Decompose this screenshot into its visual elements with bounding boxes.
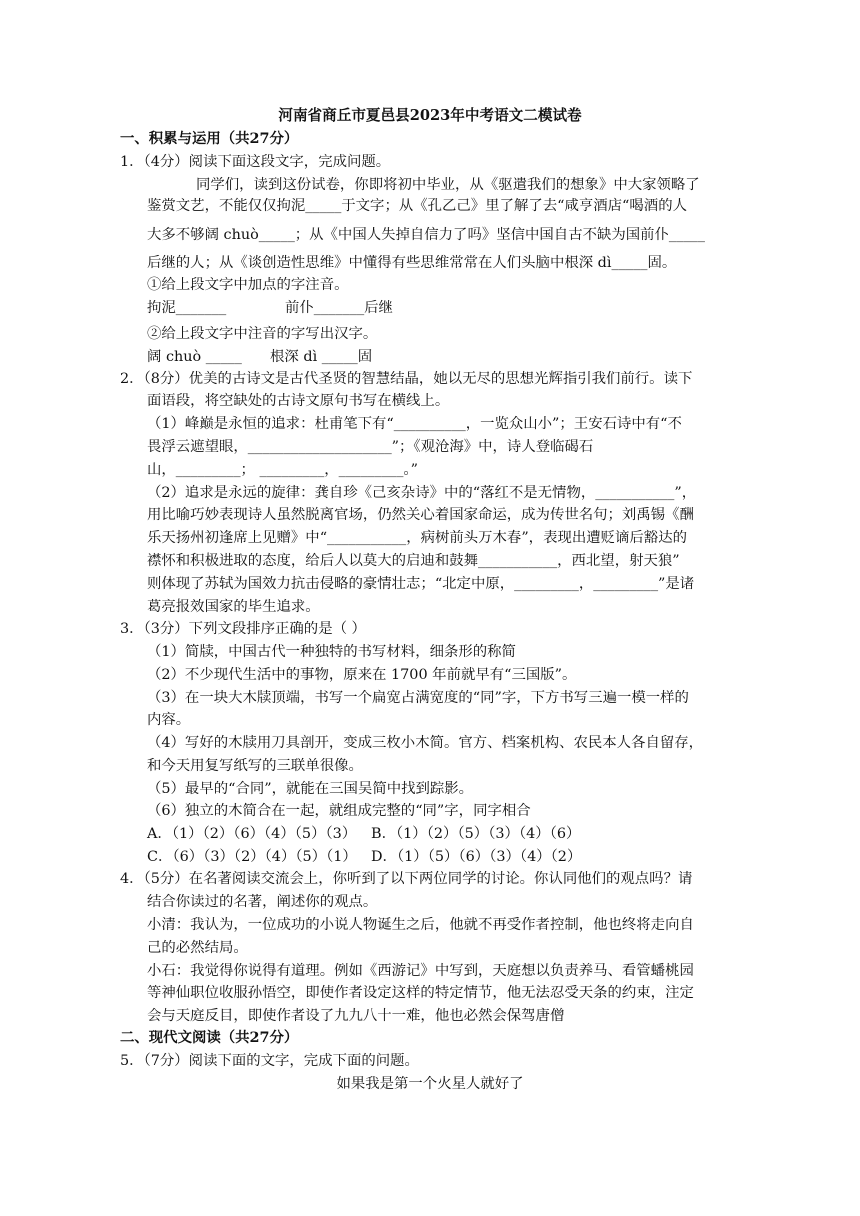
question-3-option-a: A．（1）（2）（6）（4）（5）（3） [147,826,357,842]
question-1-passage-line: 同学们，读到这份试卷，你即将初中毕业，从《驱遣我们的想象》中大家领略了 [196,177,700,193]
question-3-option-b: B．（1）（2）（5）（3）（4）（6） [371,826,581,842]
question-2-line: （2）追求是永远的旋律：龚自珍《己亥杂诗》中的“落红不是无情物，___________”， [147,485,697,501]
question-1-passage-line: 后继的人；从《谈创造性思维》中懂得有些思维常常在人们头脑中根深 dì_____固。 [147,255,677,271]
question-3-sentence: （3）在一块大木牍顶端，书写一个扁宽占满宽度的“同”字，下方书写三遍一模一样的 [147,690,689,706]
section-heading-1: 一、积累与运用（共27分） [120,130,299,147]
question-3-sentence: 内容。 [147,712,191,728]
question-5-stem: 5．（7分）阅读下面的文字，完成下面的问题。 [120,1053,419,1069]
question-3-sentence: （2）不少现代生活中的事物，原来在 1700 年前就早有“三国版”。 [147,667,577,683]
question-2-line: 葛亮报效国家的毕生追求。 [147,599,320,615]
section-heading-2: 二、现代文阅读（共27分） [120,1029,299,1046]
question-1-passage-line: 鉴赏文艺，不能仅仅拘泥_____于文字；从《孔乙己》里了解了去“咸亨酒店“喝酒的人 [147,198,687,214]
question-2-line: 乐天扬州初逢席上见赠》中“___________，病树前头万木春”，表现出遭贬谪后豁达的 [147,530,687,546]
question-3-sentence: 和今天用复写纸写的三联单很像。 [147,758,363,774]
question-4-line: 小石：我觉得你说得有道理。例如《西游记》中写到，天庭想以负责养马、看管蟠桃园 [147,963,694,979]
question-1-blank-chuo: 阔 chuò _____ [147,349,242,365]
question-3-sentence: （4）写好的木牍用刀具剖开，变成三枚小木简。官方、档案机构、农民本人各自留存， [147,735,704,751]
exam-title: 河南省商丘市夏邑县2023年中考语文二模试卷 [278,107,582,124]
question-2-line: 畏浮云遮望眼，____________________”；《观沧海》中，诗人登临碣石 [147,439,594,455]
question-3-stem: 3．（3分）下列文段排序正确的是（ ） [120,621,366,637]
question-3-option-c: C．（6）（3）（2）（4）（5）（1） [147,849,357,865]
question-2-line: 面语段，将空缺处的古诗文原句书写在横线上。 [147,393,450,409]
question-4-line: 会与天庭反目，即使作者设了九九八十一难，他也必然会保驾唐僧 [147,1008,565,1024]
question-3-sentence: （1）简牍，中国古代一种独特的书写材料，细条形的称简 [147,644,516,660]
question-1-sub-1: ①给上段文字中加点的字注音。 [147,277,349,293]
question-3-sentence: （5）最早的“合同”，就能在三国吴简中找到踪影。 [147,781,474,797]
question-2-line: 襟怀和积极进取的态度，给后人以莫大的启迪和鼓舞___________，西北望，射天狼” [147,553,680,569]
question-2-line: 用比喻巧妙表现诗人虽然脱离官场，仍然关心着国家命运，成为传世名句；刘禹锡《酬 [147,507,694,523]
question-3-sentence: （6）独立的木简合在一起，就组成完整的“同”字，同字相合 [147,803,531,819]
question-4-line: 4．（5分）在名著阅读交流会上，你听到了以下两位同学的讨论。你认同他们的观点吗？请 [120,871,693,887]
question-4-line: 小清：我认为，一位成功的小说人物诞生之后，他就不再受作者控制，他也终将走向自 [147,917,694,933]
question-1-sub-2: ②给上段文字中注音的字写出汉字。 [147,326,378,342]
question-2-line: 山，_________； _________，_________。” [147,462,418,478]
question-4-line: 结合你读过的名著，阐述你的观点。 [147,894,378,910]
question-1-blank-qianpu: 前仆_______后继 [285,300,393,316]
question-2-line: 2．（8分）优美的古诗文是古代圣贤的智慧结晶，她以无尽的思想光辉指引我们前行。读下 [120,371,693,387]
question-1-blank-di: 根深 dì _____固 [270,349,373,365]
question-1-stem: 1．（4分）阅读下面这段文字，完成问题。 [120,154,391,170]
question-1-blank-juni: 拘泥_______ [147,300,227,316]
question-2-line: （1）峰巅是永恒的追求：杜甫笔下有“__________，一览众山小”；王安石诗中有“不 [147,416,682,432]
question-3-option-d: D．（1）（5）（6）（3）（4）（2） [371,849,582,865]
article-title: 如果我是第一个火星人就好了 [336,1076,524,1092]
question-4-line: 己的必然结局。 [147,940,248,956]
question-2-line: 则体现了苏轼为国效力抗击侵略的豪情壮志；“北定中原，_________，_________”是诸 [147,576,695,592]
question-4-line: 等神仙职位收服孙悟空，即使作者设定这样的特定情节，他无法忍受天条的约束，注定 [147,985,694,1001]
question-1-passage-line: 大多不够阔 chuò_____；从《中国人失掉自信力了吗》坚信中国自古不缺为国前仆_____ [147,227,705,243]
